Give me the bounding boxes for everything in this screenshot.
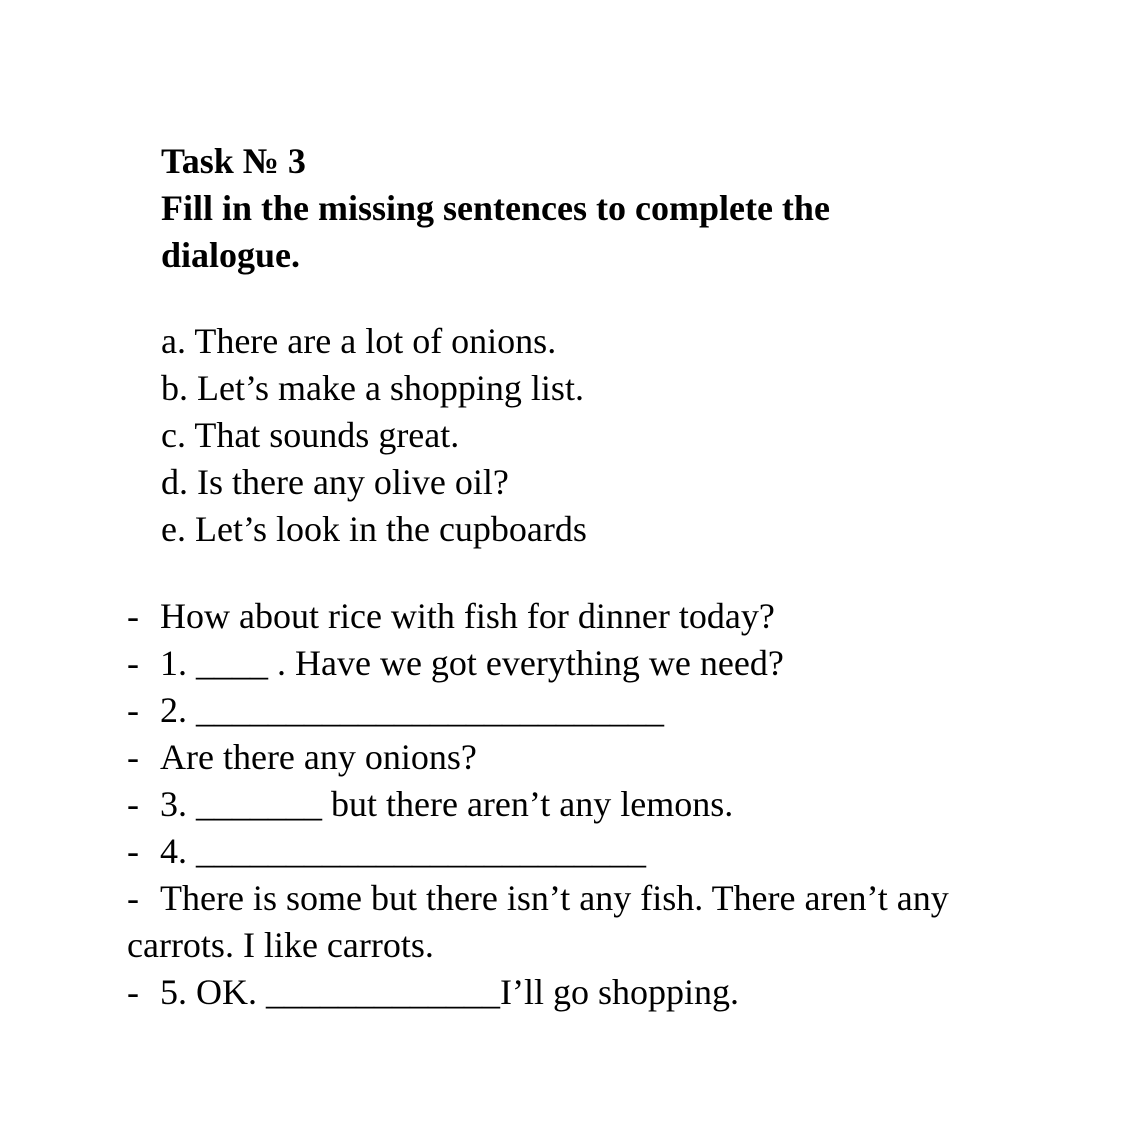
- dialogue-text: How about rice with fish for dinner today?: [160, 596, 775, 636]
- dialogue-line-7: [127, 875, 1087, 922]
- dialogue-line-5: [127, 781, 1087, 828]
- task-instruction-line-2: dialogue.: [161, 235, 301, 275]
- dialogue-line-8: [127, 969, 1087, 1016]
- task-heading: [161, 138, 1041, 279]
- dialogue-dash: -: [127, 690, 139, 730]
- dialogue-text: 4. _________________________: [160, 831, 646, 871]
- dialogue: [127, 593, 1087, 1016]
- dialogue-line-6: [127, 828, 1087, 875]
- option-b: b. Let’s make a shopping list.: [161, 368, 584, 408]
- dialogue-dash: -: [127, 878, 139, 918]
- dialogue-text: 5. OK. _____________I’ll go shopping.: [160, 972, 739, 1012]
- dialogue-dash: -: [127, 643, 139, 683]
- option-c: c. That sounds great.: [161, 415, 460, 455]
- dialogue-text: 2. __________________________: [160, 690, 664, 730]
- dialogue-text: 3. _______ but there aren’t any lemons.: [160, 784, 734, 824]
- option-d: d. Is there any olive oil?: [161, 462, 509, 502]
- dialogue-text: 1. ____ . Have we got everything we need?: [160, 643, 784, 683]
- dialogue-line-1: [127, 593, 1087, 640]
- dialogue-dash: -: [127, 596, 139, 636]
- dialogue-line-4: [127, 734, 1087, 781]
- dialogue-dash: -: [127, 784, 139, 824]
- task-title: Task № 3: [161, 141, 306, 181]
- dialogue-line-7-continuation: carrots. I like carrots.: [127, 925, 434, 965]
- dialogue-text: There is some but there isn’t any fish. There aren’t any: [160, 878, 949, 918]
- dialogue-text: Are there any onions?: [160, 737, 477, 777]
- task-instruction-line-1: Fill in the missing sentences to complete the: [161, 188, 830, 228]
- answer-options-list: [161, 318, 1041, 553]
- dialogue-dash: -: [127, 831, 139, 871]
- option-a: a. There are a lot of onions.: [161, 321, 557, 361]
- dialogue-line-2: [127, 640, 1087, 687]
- option-e: e. Let’s look in the cupboards: [161, 509, 587, 549]
- dialogue-line-3: [127, 687, 1087, 734]
- dialogue-dash: -: [127, 972, 139, 1012]
- dialogue-dash: -: [127, 737, 139, 777]
